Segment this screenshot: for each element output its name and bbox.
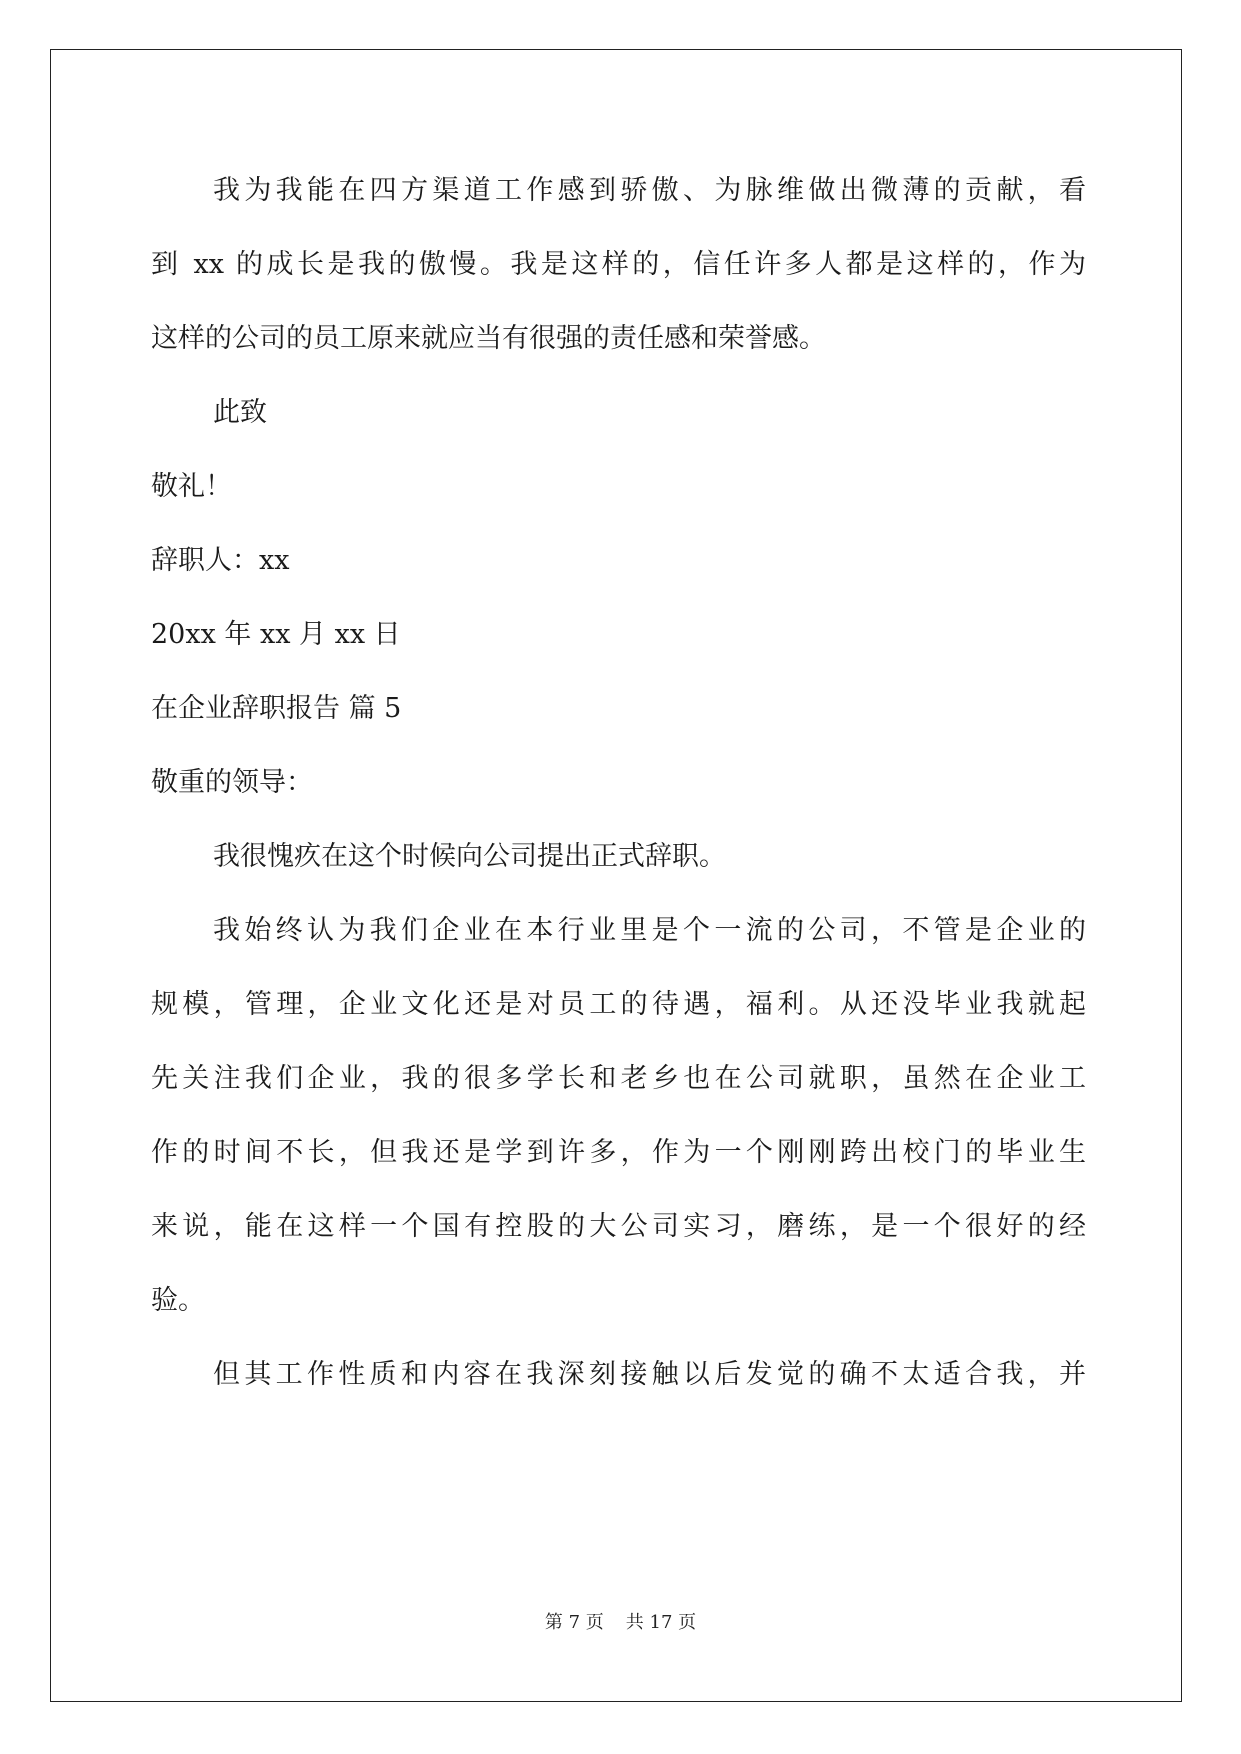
paragraph-line: 来说，能在这样一个国有控股的大公司实习，磨练，是一个很好的经 — [151, 1211, 1086, 1242]
paragraph-line: 但其工作性质和内容在我深刻接触以后发觉的确不太适合我，并 — [213, 1359, 1086, 1390]
paragraph-line: 先关注我们企业，我的很多学长和老乡也在公司就职，虽然在企业工 — [151, 1063, 1086, 1094]
paragraph-line: 到 xx 的成长是我的傲慢。我是这样的，信任许多人都是这样的，作为 — [151, 249, 1086, 280]
date-line: 20xx 年 xx 月 xx 日 — [151, 619, 401, 650]
page-number: 第 7 页 — [544, 1612, 604, 1633]
signer: 辞职人：xx — [151, 545, 290, 576]
page-total: 共 17 页 — [625, 1612, 697, 1633]
paragraph-line: 我为我能在四方渠道工作感到骄傲、为脉维做出微薄的贡献，看 — [213, 175, 1086, 206]
paragraph-line: 我始终认为我们企业在本行业里是个一流的公司，不管是企业的 — [213, 915, 1086, 946]
salutation: 敬礼！ — [151, 471, 232, 502]
page-border — [50, 49, 1182, 1702]
paragraph-line: 这样的公司的员工原来就应当有很强的责任感和荣誉感。 — [151, 323, 826, 354]
paragraph-line: 我很愧疚在这个时候向公司提出正式辞职。 — [213, 841, 726, 872]
paragraph-line: 验。 — [151, 1285, 205, 1316]
closing-phrase: 此致 — [213, 397, 267, 428]
section-title: 在企业辞职报告 篇 5 — [151, 693, 402, 724]
paragraph-line: 规模，管理，企业文化还是对员工的待遇，福利。从还没毕业我就起 — [151, 989, 1086, 1020]
paragraph-line: 作的时间不长，但我还是学到许多，作为一个刚刚跨出校门的毕业生 — [151, 1137, 1086, 1168]
greeting: 敬重的领导： — [151, 767, 313, 798]
page-footer — [0, 1611, 1241, 1635]
